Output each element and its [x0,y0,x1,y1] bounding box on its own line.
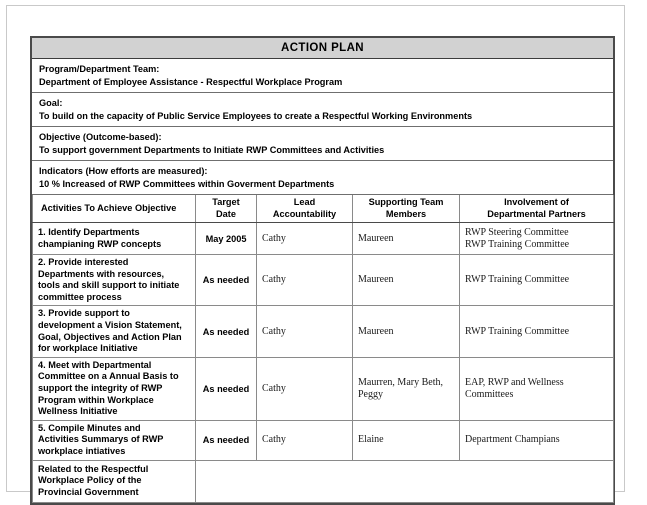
column-header-supporting-team [353,195,460,223]
cell-target-date: As needed [196,306,257,357]
cell-activity [33,223,196,255]
partners-line1: Department Champians [465,434,560,446]
cell-empty-merged [196,460,614,502]
table-row [33,223,614,255]
partners-line1: RWP Training Committee [465,274,570,286]
column-header-target-date-line1: Target [212,197,240,207]
cell-lead: Cathy [257,420,353,460]
support-line1: Maureen [358,232,394,244]
info-block-objective [32,127,613,161]
activity-line5: Wellness Initiative [38,406,118,417]
info-block-indicators [32,161,613,195]
cell-supporting-team [353,255,460,306]
column-header-partners-line1: Involvement of [504,197,569,207]
document-title: ACTION PLAN [32,38,613,59]
info-value-objective: To support government Departments to Initiate RWP Committees and Activities [39,145,385,155]
cell-partners [460,255,614,306]
activity-line1: 5. Compile Minutes and [38,422,141,433]
partners-line1: EAP, RWP and Wellness [465,376,564,388]
column-header-lead-line1: Lead [293,197,316,207]
partners-line2: Committees [465,388,514,400]
column-header-partners-line2: Departmental Partners [487,208,586,219]
activity-line2: Committee on a Annual Basis to [38,371,179,382]
activity-line3: support the integrity of RWP [38,382,163,393]
support-line2: Peggy [358,388,383,400]
cell-supporting-team [353,357,460,420]
activity-line3: Goal, Objectives and Action Plan [38,331,182,342]
column-header-activities [33,195,196,223]
cell-activity [33,460,196,502]
cell-activity [33,255,196,306]
activity-line4: for workplace Initiative [38,343,138,354]
activity-line3: Provincial Government [38,486,139,497]
cell-supporting-team [353,306,460,357]
cell-target-date: As needed [196,255,257,306]
cell-target-date: May 2005 [196,223,257,255]
support-line1: Maureen [358,274,394,286]
column-header-target-date [196,195,257,223]
action-plan-document [30,36,615,505]
page-frame [6,5,625,497]
column-header-support-line1: Supporting Team [368,197,444,207]
column-header-activities-line1: Activities To Achieve Objective [41,202,177,213]
info-label-indicators: Indicators (How efforts are measured): [39,166,208,176]
cell-activity [33,306,196,357]
activity-line1: 1. Identify Departments [38,226,140,237]
column-header-lead-line2: Accountability [272,208,337,219]
activity-line4: committee process [38,291,122,302]
column-header-support-line2: Members [385,208,427,219]
table-row [33,460,614,502]
activity-line2: Activities Summarys of RWP [38,434,164,445]
table-row [33,420,614,460]
column-header-departmental-partners [460,195,614,223]
table-row [33,357,614,420]
info-block-goal [32,93,613,127]
cell-supporting-team [353,420,460,460]
cell-lead: Cathy [257,357,353,420]
cell-activity [33,357,196,420]
cell-target-date: As needed [196,420,257,460]
info-label-goal: Goal: [39,98,63,108]
activity-line2: champianing RWP concepts [38,238,162,249]
cell-partners [460,306,614,357]
info-label-program: Program/Department Team: [39,64,160,74]
support-line1: Maurren, Mary Beth, [358,376,443,388]
support-line1: Elaine [358,434,384,446]
cell-target-date: As needed [196,357,257,420]
cell-partners [460,357,614,420]
activity-line4: Program within Workplace [38,394,154,405]
activity-line3: workplace intiatives [38,445,126,456]
activity-line2: Workplace Policy of the [38,475,142,486]
activity-line3: tools and skill support to initiate [38,280,180,291]
activity-line1: 2. Provide interested [38,257,129,267]
cell-partners [460,223,614,255]
activity-line1: Related to the Respectful [38,463,149,474]
column-header-lead-accountability [257,195,353,223]
activity-line1: 4. Meet with Departmental [38,359,152,370]
activity-line2: Departments with resources, [38,268,165,279]
info-block-program [32,59,613,93]
action-plan-table [32,195,614,503]
cell-lead: Cathy [257,223,353,255]
info-label-objective: Objective (Outcome-based): [39,132,162,142]
cell-partners [460,420,614,460]
cell-activity [33,420,196,460]
info-value-indicators: 10 % Increased of RWP Committees within Goverment Departments [39,179,335,189]
table-row [33,306,614,357]
activity-line2: development a Vision Statement, [38,319,182,330]
partners-line1: RWP Steering Committee [465,226,569,238]
cell-lead: Cathy [257,255,353,306]
info-value-program: Department of Employee Assistance - Respectful Workplace Program [39,77,343,87]
cell-lead: Cathy [257,306,353,357]
cell-supporting-team [353,223,460,255]
table-row [33,255,614,306]
partners-line1: RWP Training Committee [465,325,570,337]
support-line1: Maureen [358,325,394,337]
table-header-row [33,195,614,223]
info-value-goal: To build on the capacity of Public Service Employees to create a Respectful Working Environments [39,111,473,121]
column-header-target-date-line2: Date [216,208,236,219]
partners-line2: RWP Training Committee [465,238,570,250]
activity-line1: 3. Provide support to [38,308,130,319]
